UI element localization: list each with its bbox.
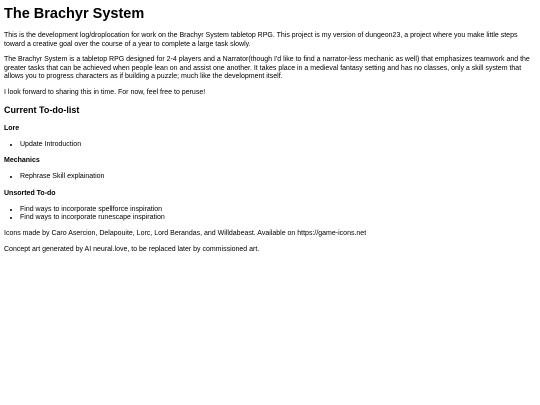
todo-section-mechanics-list: [4, 173, 536, 182]
todo-section-unsorted-list: [4, 206, 536, 223]
concept-art-credit: Concept art generated by AI neural.love, to be replaced later by commissioned art.: [4, 245, 260, 253]
list-item: • Find ways to incorporate runescape inspiration: [20, 214, 536, 223]
list-item: • Find ways to incorporate spellforce inspiration: [20, 206, 536, 215]
todo-section-lore-list: [4, 141, 536, 150]
todo-section-lore-heading: Lore: [4, 124, 20, 132]
list-item: • Rephrase Skill explaination: [20, 173, 536, 182]
intro-paragraph-devlog: This is the development log/droplocation for work on the Brachyr System tabletop RPG. This project is my version of dungeon23, a project where you make little steps toward a creative goal over the course of a year to complete a large task slowly.: [4, 32, 518, 48]
list-item: • Update Introduction: [20, 141, 536, 150]
intro-paragraph-closing: I look forward to sharing this in time. For now, feel free to peruse!: [4, 88, 206, 96]
todo-section-mechanics-heading: Mechanics: [4, 157, 40, 165]
intro-paragraph-system: The Brachyr System is a tabletop RPG designed for 2-4 players and a Narrator(though I'd like to find a narrator-less mechanic as well) that emphasizes teamwork and the greater tasks that can be achieved when people lean on and assist one another. It takes place in a medieval fantasy setting and has no classes, only a skill system that allows you to progress characters as if building a puzzle; much like the development itself.: [4, 56, 530, 81]
todo-heading: Current To-do-list: [4, 104, 80, 115]
icons-credit: Icons made by Caro Asercion, Delapouite, Lorc, Lord Berandas, and Willdabeast. Available on https://game-icons.net: [4, 229, 367, 237]
todo-section-unsorted-heading: Unsorted To-do: [4, 189, 56, 197]
page-title: The Brachyr System: [4, 6, 145, 22]
